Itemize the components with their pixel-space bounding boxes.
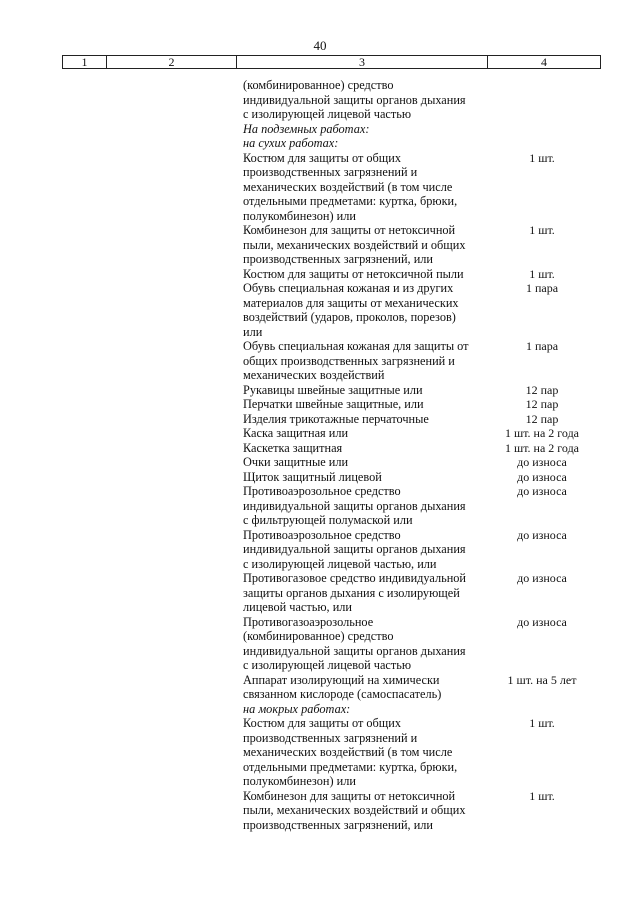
item-name-line: связанном кислороде (самоспасатель) — [243, 687, 442, 701]
item-name-line: общих производственных загрязнений и — [243, 353, 455, 368]
item-norm: 1 шт. на 5 лет — [507, 672, 577, 687]
item-name-line: материалов для защиты от механических — [243, 295, 459, 310]
table-row — [243, 136, 596, 151]
item-name-line: Рукавицы швейные защитные или — [243, 382, 423, 397]
table-row — [243, 455, 596, 470]
table-row — [243, 122, 596, 137]
column-header-1: 1 — [63, 56, 107, 68]
item-name — [243, 673, 488, 702]
item-norm: 1 шт. — [529, 223, 555, 237]
item-name — [243, 267, 488, 282]
item-name — [243, 281, 488, 339]
item-name — [243, 470, 488, 485]
item-name-line: механических воздействий (в том числе — [243, 745, 453, 759]
item-norm: до износа — [517, 469, 567, 484]
item-norm: 12 пар — [525, 397, 559, 411]
item-norm: до износа — [517, 527, 567, 542]
item-name-line: Аппарат изолирующий на химически — [243, 672, 440, 687]
item-norm: до износа — [517, 484, 567, 498]
item-norm: 1 шт. — [529, 788, 555, 803]
item-name-line: Изделия трикотажные перчаточные — [243, 411, 429, 426]
item-name-line: механических воздействий — [243, 368, 385, 382]
item-norm — [488, 78, 596, 122]
item-name-line: Комбинезон для защиты от нетоксичной — [243, 223, 456, 237]
table-row — [243, 470, 596, 485]
item-name-line: механических воздействий (в том числе — [243, 179, 453, 194]
item-name-line: производственных загрязнений и — [243, 730, 418, 745]
page-number: 40 — [313, 38, 327, 53]
section-heading — [243, 122, 488, 137]
item-name-line: На подземных работах: — [243, 121, 370, 136]
item-name-line: пыли, механических воздействий и общих — [243, 237, 466, 252]
item-name-line: (комбинированное) средство — [243, 78, 394, 92]
table-row — [243, 223, 596, 267]
item-name — [243, 151, 488, 224]
item-name-line: Противоаэрозольное средство — [243, 527, 401, 542]
item-name-line: пыли, механических воздействий и общих — [243, 803, 466, 817]
item-name-line: на мокрых работах: — [243, 701, 351, 716]
item-name-line: воздействий (ударов, проколов, порезов) — [243, 310, 456, 324]
item-name-line: Противогазоаэрозольное — [243, 614, 374, 629]
item-name-line: отдельными предметами: куртка, брюки, — [243, 194, 458, 208]
section-heading — [243, 702, 488, 717]
table-row — [243, 339, 596, 383]
item-name-line: Комбинезон для защиты от нетоксичной — [243, 788, 456, 803]
item-norm: 1 шт. — [529, 716, 555, 730]
item-norm — [488, 122, 596, 137]
item-name-line: Каска защитная или — [243, 426, 349, 440]
item-name-line: индивидуальной защиты органов дыхания — [243, 498, 466, 513]
item-name-line: Обувь специальная кожаная и из других — [243, 281, 454, 295]
item-name-line: индивидуальной защиты органов дыхания — [243, 542, 466, 556]
item-norm: 1 шт. — [529, 266, 555, 281]
item-name-line: отдельными предметами: куртка, брюки, — [243, 759, 458, 774]
item-name — [243, 528, 488, 572]
item-name — [243, 484, 488, 528]
item-name-line: с изолирующей лицевой частью, или — [243, 556, 437, 571]
table-row — [243, 615, 596, 673]
item-name-line: производственных загрязнений, или — [243, 252, 434, 266]
column-header-2: 2 — [107, 56, 237, 68]
item-norm: 1 шт. — [529, 150, 555, 165]
item-name-line: Щиток защитный лицевой — [243, 469, 382, 484]
item-name-line: с фильтрующей полумаской или — [243, 513, 413, 527]
item-norm: 1 шт. на 2 года — [504, 440, 580, 455]
item-name-line: Костюм для защиты от общих — [243, 150, 401, 165]
item-name-line: Очки защитные или — [243, 455, 349, 469]
item-name-line: Противогазовое средство индивидуальной — [243, 571, 467, 585]
item-norm: 1 пара — [525, 339, 559, 353]
table-row — [243, 267, 596, 282]
item-name-line: (комбинированное) средство — [243, 629, 394, 643]
table-row — [243, 441, 596, 456]
item-norm — [488, 702, 596, 717]
table-row — [243, 78, 596, 122]
item-norm: 12 пар — [525, 411, 559, 426]
item-name — [243, 412, 488, 427]
item-name — [243, 78, 488, 122]
section-heading — [243, 136, 488, 151]
item-name-line: с изолирующей лицевой частью — [243, 658, 412, 672]
item-name-line: или — [243, 324, 263, 339]
item-name-line: Каскетка защитная — [243, 440, 343, 455]
item-name-line: Костюм для защиты от общих — [243, 716, 401, 730]
item-name-line: полукомбинезон) или — [243, 208, 356, 223]
item-norm: 1 шт. на 2 года — [504, 426, 580, 440]
table-row — [243, 571, 596, 615]
column-header-4: 4 — [541, 55, 547, 69]
item-name-line: Перчатки швейные защитные, или — [243, 397, 424, 411]
item-norm: до износа — [517, 571, 567, 585]
item-name-line: Костюм для защиты от нетоксичной пыли — [243, 266, 464, 281]
table-row — [243, 789, 596, 833]
item-name — [243, 455, 488, 470]
item-norm: 1 пара — [525, 281, 559, 295]
item-name-line: индивидуальной защиты органов дыхания — [243, 92, 466, 107]
table-row — [243, 528, 596, 572]
table-row — [243, 426, 596, 441]
table-row — [243, 702, 596, 717]
item-norm — [488, 136, 596, 151]
item-name-line: Обувь специальная кожаная для защиты от — [243, 339, 469, 353]
item-name — [243, 339, 488, 383]
item-norm: до износа — [517, 614, 567, 629]
item-name-line: индивидуальной защиты органов дыхания — [243, 643, 466, 658]
item-name-line: производственных загрязнений и — [243, 165, 418, 179]
item-name-line: лицевой частью, или — [243, 600, 352, 614]
item-name — [243, 397, 488, 412]
table-row — [243, 383, 596, 398]
item-name — [243, 441, 488, 456]
item-name — [243, 716, 488, 789]
item-norm: до износа — [517, 455, 567, 469]
item-name-line: с изолирующей лицевой частью — [243, 107, 412, 121]
item-name — [243, 571, 488, 615]
item-name — [243, 426, 488, 441]
item-name-line: на сухих работах: — [243, 136, 339, 150]
table-row — [243, 673, 596, 702]
item-name-line: защиты органов дыхания с изолирующей — [243, 585, 460, 600]
item-name — [243, 789, 488, 833]
table-body — [243, 78, 596, 832]
table-row — [243, 281, 596, 339]
item-name-line: производственных загрязнений, или — [243, 817, 434, 832]
table-row — [243, 397, 596, 412]
item-name-line: Противоаэрозольное средство — [243, 484, 401, 498]
table-row — [243, 412, 596, 427]
table-row — [243, 716, 596, 789]
item-name — [243, 383, 488, 398]
column-header-row — [62, 55, 601, 69]
item-name-line: полукомбинезон) или — [243, 774, 356, 788]
column-header-3: 3 — [237, 56, 488, 68]
item-norm: 12 пар — [525, 382, 559, 397]
item-name — [243, 223, 488, 267]
table-row — [243, 151, 596, 224]
item-name — [243, 615, 488, 673]
table-row — [243, 484, 596, 528]
